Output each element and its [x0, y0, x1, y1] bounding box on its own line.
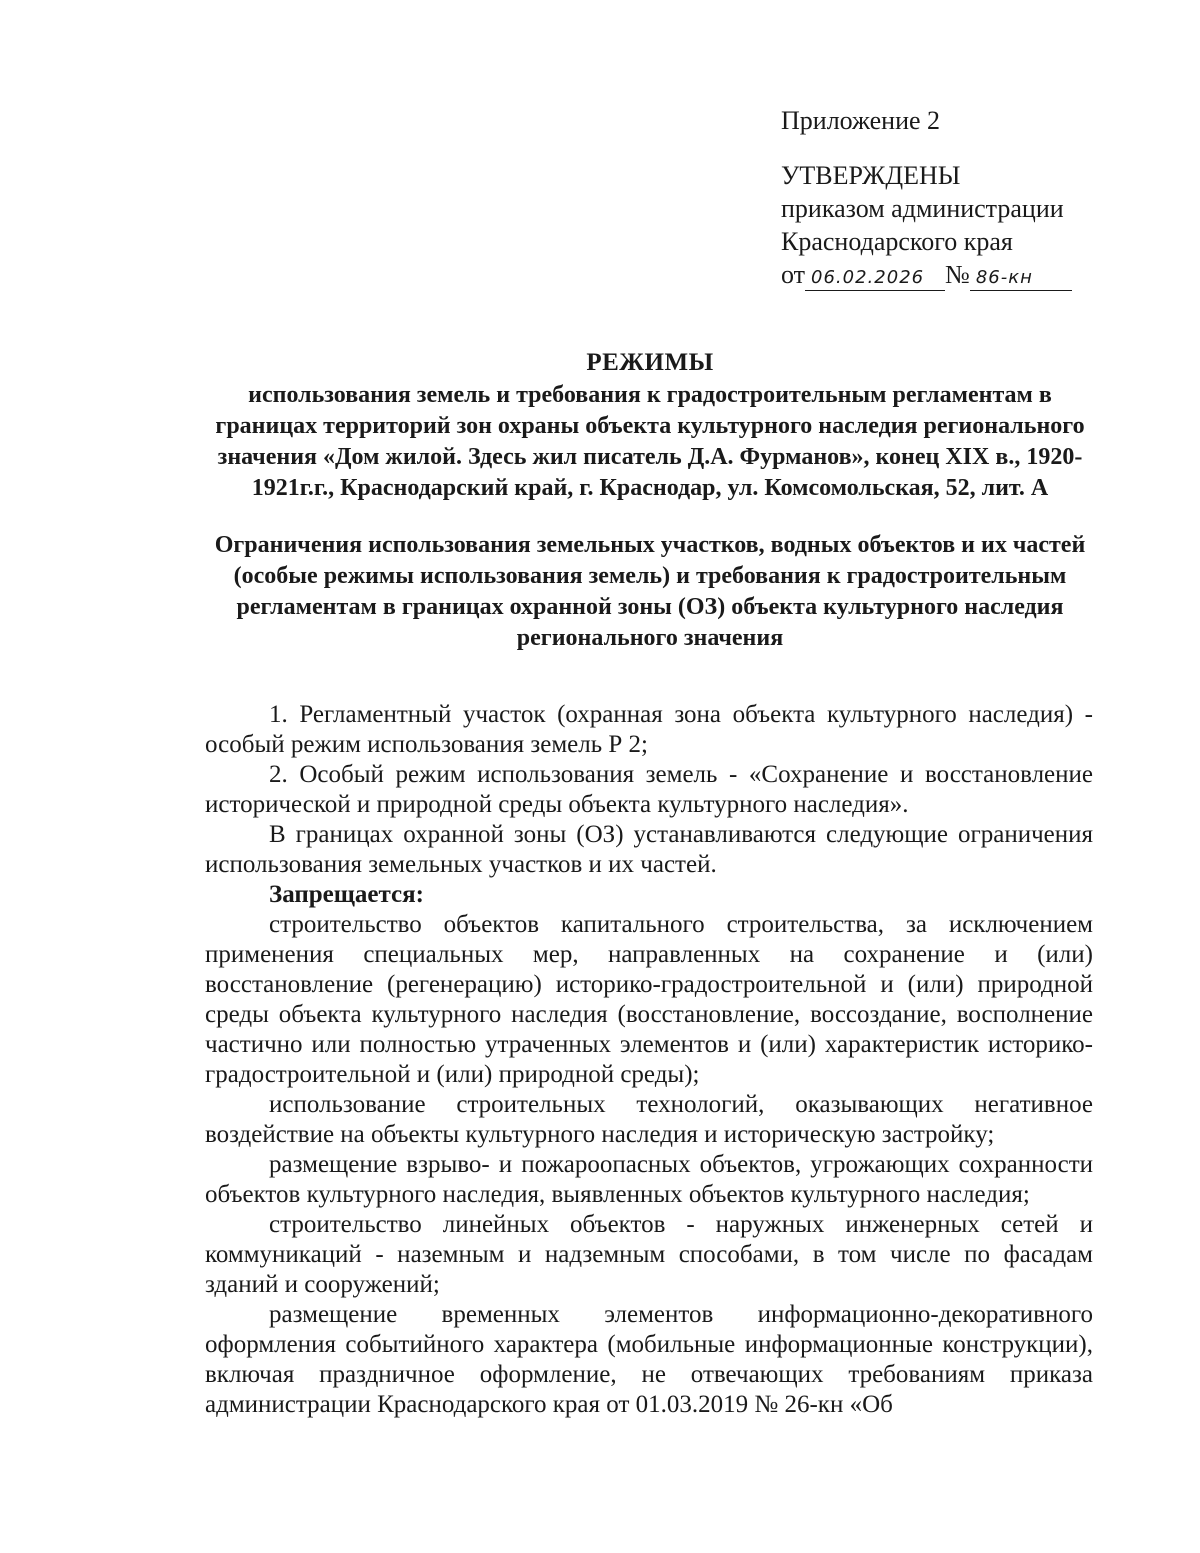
paragraph-1: 1. Регламентный участок (охранная зона объекта культурного наследия) - особый режим использования земель Р 2; [205, 701, 1093, 758]
approved-by-line-2: Краснодарского края [781, 227, 1013, 256]
section-heading: Ограничения использования земельных участков, водных объектов и их частей (особые режимы использования земель) и требования к градостроительным регламентам в границах охранной зоны (ОЗ) объекта культурного наследия регионального значения [214, 532, 1086, 651]
document-title-block [200, 347, 1100, 654]
document-title: РЕЖИМЫ [586, 349, 714, 376]
document-subtitle: использования земель и требования к градостроительным регламентам в границах территорий зон охраны объекта культурного наследия регионального значения «Дом жилой. Здесь жил писатель Д.А. Фурманов», конец XIX в., 1920-1921г.г., Краснодарский край, г. Краснодар, ул. Комсомольская, 52, лит. А [215, 382, 1085, 501]
handwritten-number: 86-кн [970, 266, 1072, 291]
prohibition-item-2: использование строительных технологий, оказывающих негативное воздействие на объекты культурного наследия и историческую застройку; [205, 1091, 1093, 1148]
paragraph-2: 2. Особый режим использования земель - «Сохранение и восстановление исторической и природной среды объекта культурного наследия». [205, 761, 1093, 818]
number-prefix: № [945, 260, 970, 289]
prohibition-item-3: размещение взрыво- и пожароопасных объектов, угрожающих сохранности объектов культурного наследия, выявленных объектов культурного наследия; [205, 1151, 1093, 1208]
approved-label: УТВЕРЖДЕНЫ [781, 161, 961, 190]
paragraph-3: В границах охранной зоны (ОЗ) устанавливаются следующие ограничения использования земельных участков и их частей. [205, 821, 1093, 878]
document-body [205, 700, 1093, 1420]
prohibited-label: Запрещается: [269, 881, 425, 908]
date-prefix: от [781, 260, 806, 289]
prohibition-item-1: строительство объектов капитального строительства, за исключением применения специальных мер, направленных на сохранение и (или) восстановление (регенерацию) историко-градостроительной и (или) природной среды объекта культурного наследия (восстановление, воссоздание, восполнение частично или полностью утраченных элементов и (или) характеристик историко-градостроительной и (или) природной среды); [205, 911, 1093, 1088]
prohibition-item-4: строительство линейных объектов - наружных инженерных сетей и коммуникаций - наземным и надземным способами, в том числе по фасадам зданий и сооружений; [205, 1211, 1093, 1298]
approved-by-line-1: приказом администрации [781, 194, 1064, 223]
approval-header [781, 104, 1072, 291]
prohibition-item-5: размещение временных элементов информационно-декоративного оформления событийного характера (мобильные информационные конструкции), включая праздничное оформление, не отвечающих требованиям приказа администрации Краснодарского края от 01.03.2019 № 26-кн «Об [205, 1301, 1093, 1418]
order-date-number-line [781, 258, 1072, 291]
handwritten-date: 06.02.2026 [805, 266, 945, 291]
annex-label: Приложение 2 [781, 106, 941, 135]
